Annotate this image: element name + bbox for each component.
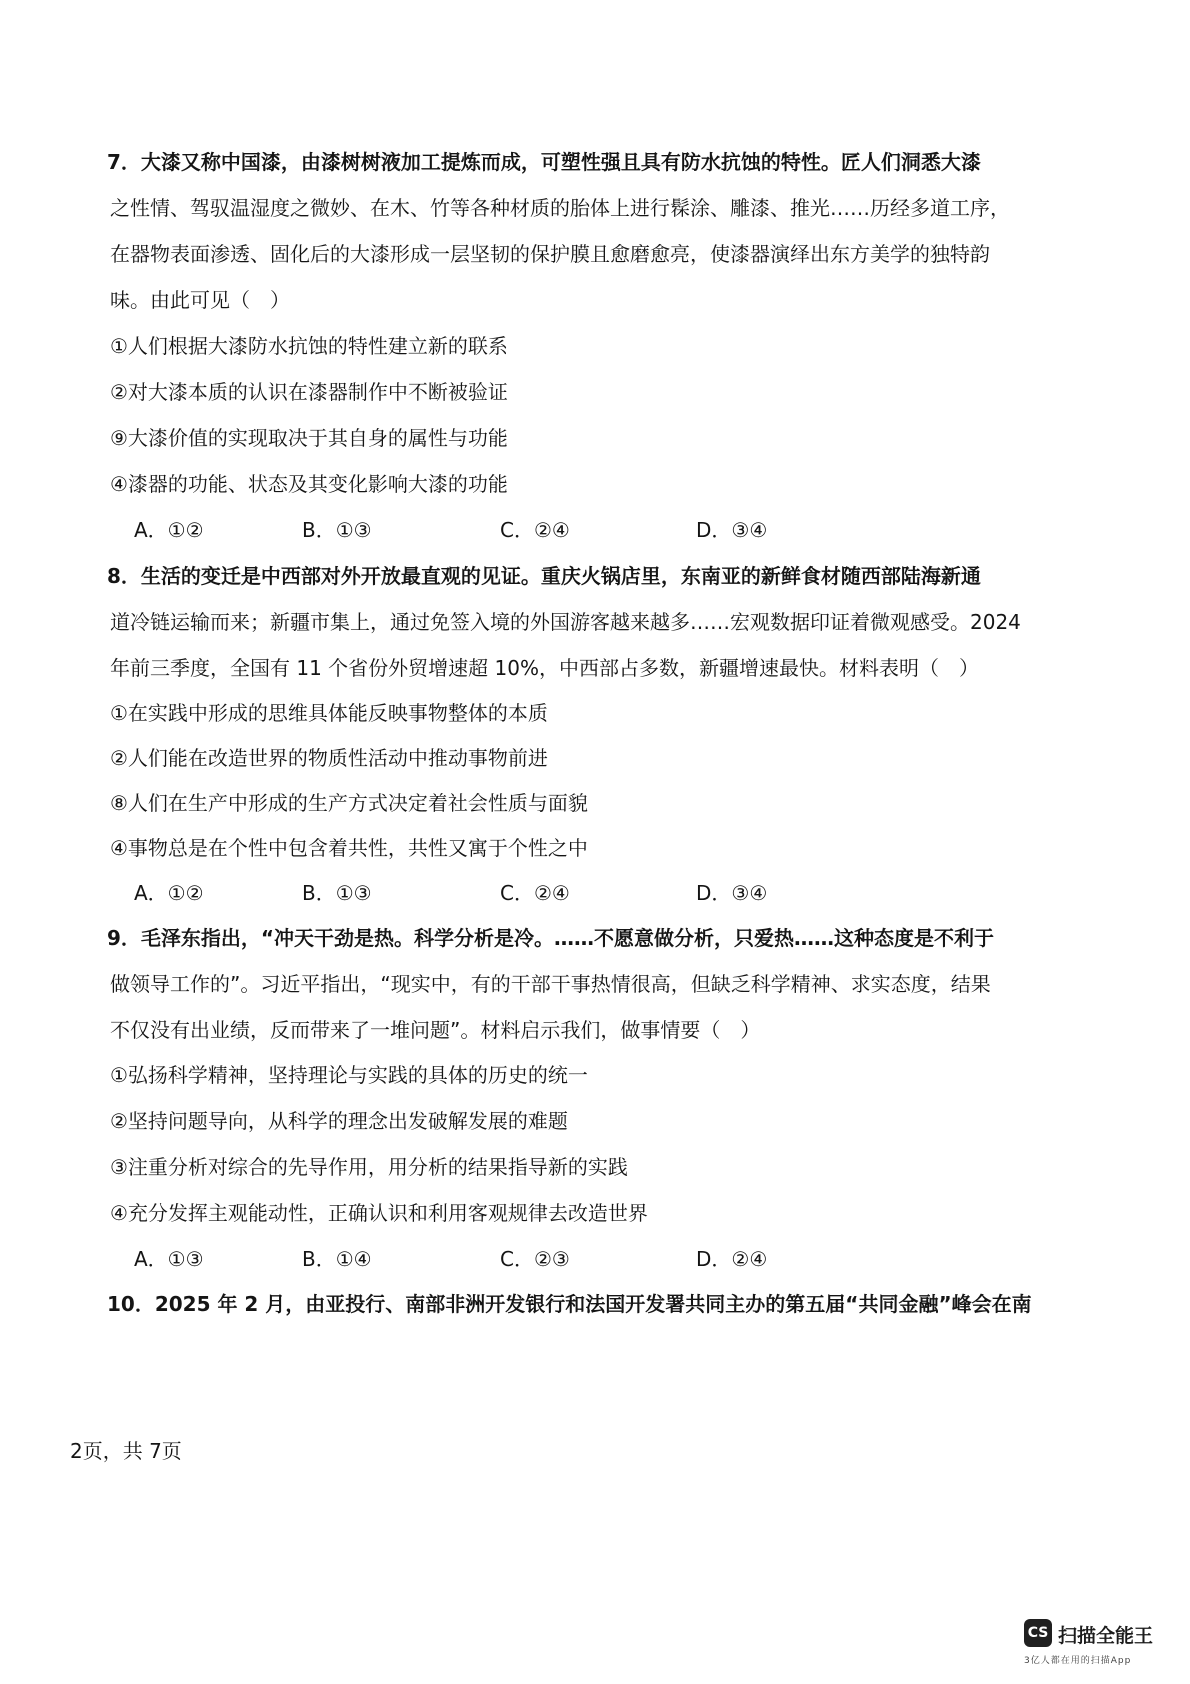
question-8-option-3: ⑧人们在生产中形成的生产方式决定着社会性质与面貌	[110, 791, 588, 815]
question-9-option-4: ④充分发挥主观能动性，正确认识和利用客观规律去改造世界	[110, 1201, 648, 1225]
question-9-answer-d: D．②④	[696, 1247, 768, 1271]
question-8-option-2: ②人们能在改造世界的物质性活动中推动事物前进	[110, 746, 548, 770]
question-7-option-4: ④漆器的功能、状态及其变化影响大漆的功能	[110, 472, 508, 496]
question-9-option-2: ②坚持问题导向，从科学的理念出发破解发展的难题	[110, 1109, 568, 1133]
question-7-option-3: ⑨大漆价值的实现取决于其自身的属性与功能	[110, 426, 508, 450]
question-7-stem-line-4: 味。由此可见（ ）	[110, 288, 290, 312]
question-8-stem-line-3: 年前三季度，全国有 11 个省份外贸增速超 10%，中西部占多数，新疆增速最快。材料表明（ ）	[110, 656, 979, 680]
question-7-answer-a: A．①②	[134, 518, 204, 542]
question-8-option-4: ④事物总是在个性中包含着共性，共性又寓于个性之中	[110, 836, 588, 860]
question-9-stem-line-1: 9．毛泽东指出，“冲天干劲是热。科学分析是冷。……不愿意做分析，只爱热……这种态度是不利于	[107, 926, 995, 950]
scanner-brand-name: 扫描全能王	[1058, 1625, 1154, 1647]
question-9-answer-a: A．①③	[134, 1247, 204, 1271]
question-9-option-3: ③注重分析对综合的先导作用，用分析的结果指导新的实践	[110, 1155, 628, 1179]
scanner-tagline: 3亿人都在用的扫描App	[1024, 1656, 1132, 1666]
question-8-answer-d: D．③④	[696, 881, 768, 905]
question-7-stem-line-1: 7．大漆又称中国漆，由漆树树液加工提炼而成，可塑性强且具有防水抗蚀的特性。匠人们洞悉大漆	[107, 150, 981, 174]
question-7-answer-b: B．①③	[302, 518, 372, 542]
question-9-option-1: ①弘扬科学精神，坚持理论与实践的具体的历史的统一	[110, 1063, 588, 1087]
question-9-stem-line-3: 不仅没有出业绩，反而带来了一堆问题”。材料启示我们，做事情要（ ）	[110, 1018, 761, 1042]
question-8-answer-c: C．②④	[500, 881, 570, 905]
question-8-option-1: ①在实践中形成的思维具体能反映事物整体的本质	[110, 701, 548, 725]
question-9-stem-line-2: 做领导工作的”。习近平指出，“现实中，有的干部干事热情很高，但缺乏科学精神、求实态度，结果	[110, 972, 991, 996]
scanner-logo-icon: CS	[1024, 1619, 1052, 1647]
question-7-answer-c: C．②④	[500, 518, 570, 542]
question-8-stem-line-1: 8．生活的变迁是中西部对外开放最直观的见证。重庆火锅店里，东南亚的新鲜食材随西部陆海新通	[107, 564, 981, 588]
scanner-watermark	[1024, 1619, 1164, 1675]
question-8-answer-a: A．①②	[134, 881, 204, 905]
question-7-stem-line-3: 在器物表面渗透、固化后的大漆形成一层坚韧的保护膜且愈磨愈亮，使漆器演绎出东方美学的独特韵	[110, 242, 990, 266]
question-8-answer-b: B．①③	[302, 881, 372, 905]
question-9-answer-c: C．②③	[500, 1247, 570, 1271]
question-7-answer-d: D．③④	[696, 518, 768, 542]
question-7-option-2: ②对大漆本质的认识在漆器制作中不断被验证	[110, 380, 508, 404]
question-8-stem-line-2: 道冷链运输而来；新疆市集上，通过免签入境的外国游客越来越多……宏观数据印证着微观感受。2024	[110, 610, 1021, 634]
question-10-stem-line-1: 10．2025 年 2 月，由亚投行、南部非洲开发银行和法国开发署共同主办的第五届“共同金融”峰会在南	[107, 1292, 1032, 1316]
question-9-answer-b: B．①④	[302, 1247, 372, 1271]
page-number: 2页，共 7页	[70, 1439, 182, 1463]
question-7-stem-line-2: 之性情、驾驭温湿度之微妙、在木、竹等各种材质的胎体上进行髹涂、雕漆、推光……历经多道工序，	[110, 196, 1010, 220]
question-7-option-1: ①人们根据大漆防水抗蚀的特性建立新的联系	[110, 334, 508, 358]
